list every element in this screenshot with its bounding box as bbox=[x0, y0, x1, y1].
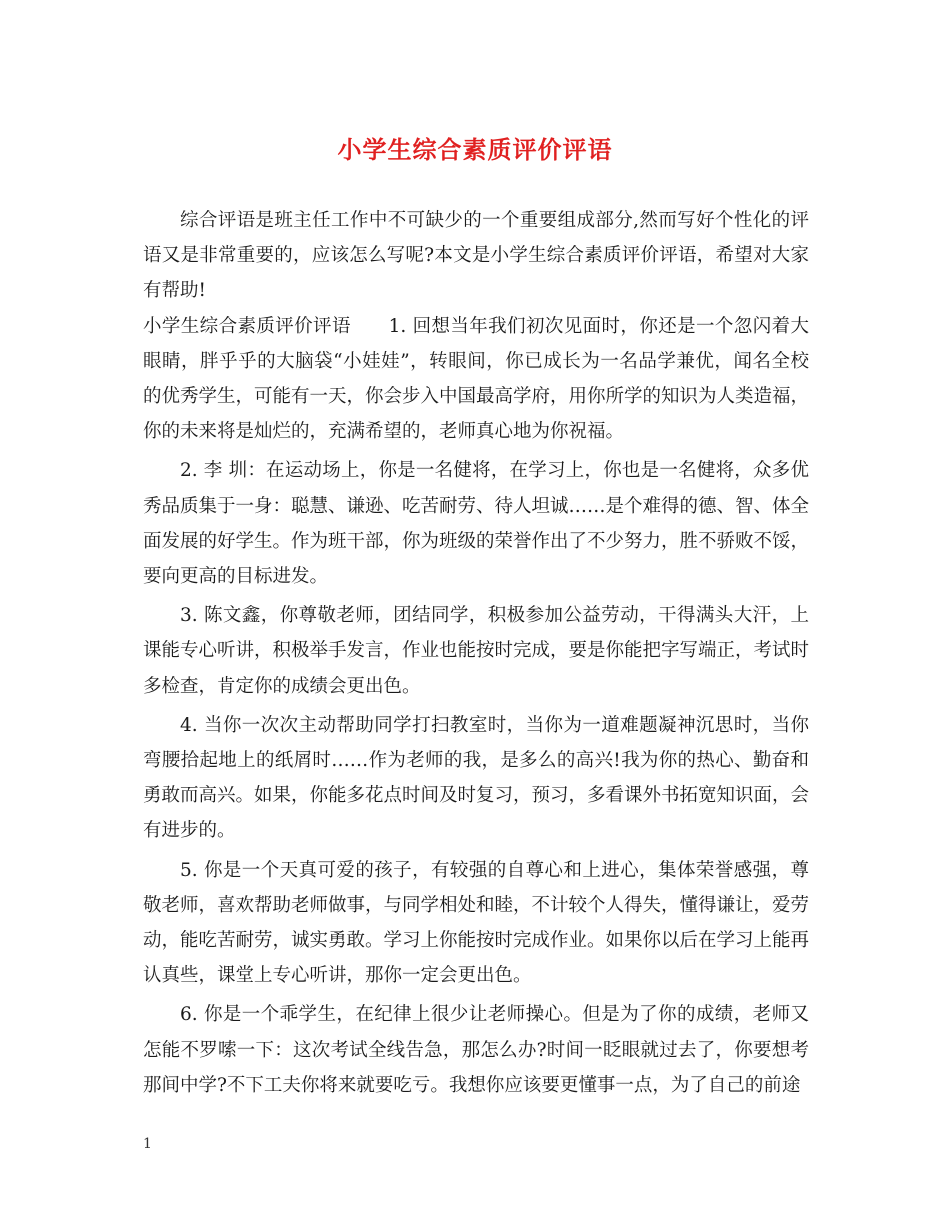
document-body bbox=[143, 203, 809, 1103]
paragraph-item-6: 6. 你是一个乖学生，在纪律上很少让老师操心。但是为了你的成绩，老师又怎能不罗嗦一下：这次考试全线告急，那怎么办?时间一眨眼就过去了，你要想考那间中学?不下工夫你将来就要吃亏。我想你应该要更懂事一点，为了自己的前途 bbox=[143, 1004, 809, 1096]
intro-paragraph: 综合评语是班主任工作中不可缺少的一个重要组成部分,然而写好个性化的评语又是非常重要的，应该怎么写呢?本文是小学生综合素质评价评语，希望对大家有帮助! bbox=[143, 210, 809, 302]
paragraph-item-4: 4. 当你一次次主动帮助同学打扫教室时，当你为一道难题凝神沉思时，当你弯腰拾起地上的纸屑时……作为老师的我，是多么的高兴!我为你的热心、勤奋和勇敢而高兴。如果，你能多花点时间及时复习，预习，多看课外书拓宽知识面，会有进步的。 bbox=[143, 714, 810, 842]
paragraph-item-3: 3. 陈文鑫，你尊敬老师，团结同学，积极参加公益劳动，干得满头大汗，上课能专心听讲，积极举手发言，作业也能按时完成，要是你能把字写端正，考试时多检查，肯定你的成绩会更出色。 bbox=[143, 605, 810, 697]
page-number: 1 bbox=[143, 1136, 152, 1152]
paragraph-item-1: 小学生综合素质评价评语 1. 回想当年我们初次见面时，你还是一个忽闪着大眼睛，胖乎乎的大脑袋“小娃娃”，转眼间，你已成长为一名品学兼优，闻名全校的优秀学生，可能有一天，你会步入中国最高学府，用你所学的知识为人类造福，你的未来将是灿烂的，充满希望的，老师真心地为你祝福。 bbox=[143, 315, 810, 443]
document-title: 小学生综合素质评价评语 bbox=[337, 135, 613, 164]
paragraph-item-5: 5. 你是一个天真可爱的孩子，有较强的自尊心和上进心，集体荣誉感强，尊敬老师，喜欢帮助老师做事，与同学相处和睦，不计较个人得失，懂得谦让，爱劳动，能吃苦耐劳，诚实勇敢。学习上你能按时完成作业。如果你以后在学习上能再认真些，课堂上专心听讲，那你一定会更出色。 bbox=[143, 859, 810, 987]
paragraph-item-2: 2. 李 圳：在运动场上，你是一名健将，在学习上，你也是一名健将，众多优秀品质集于一身：聪慧、谦逊、吃苦耐劳、待人坦诚……是个难得的德、智、体全面发展的好学生。作为班干部，你为班级的荣誉作出了不少努力，胜不骄败不馁，要向更高的目标进发。 bbox=[143, 460, 810, 588]
